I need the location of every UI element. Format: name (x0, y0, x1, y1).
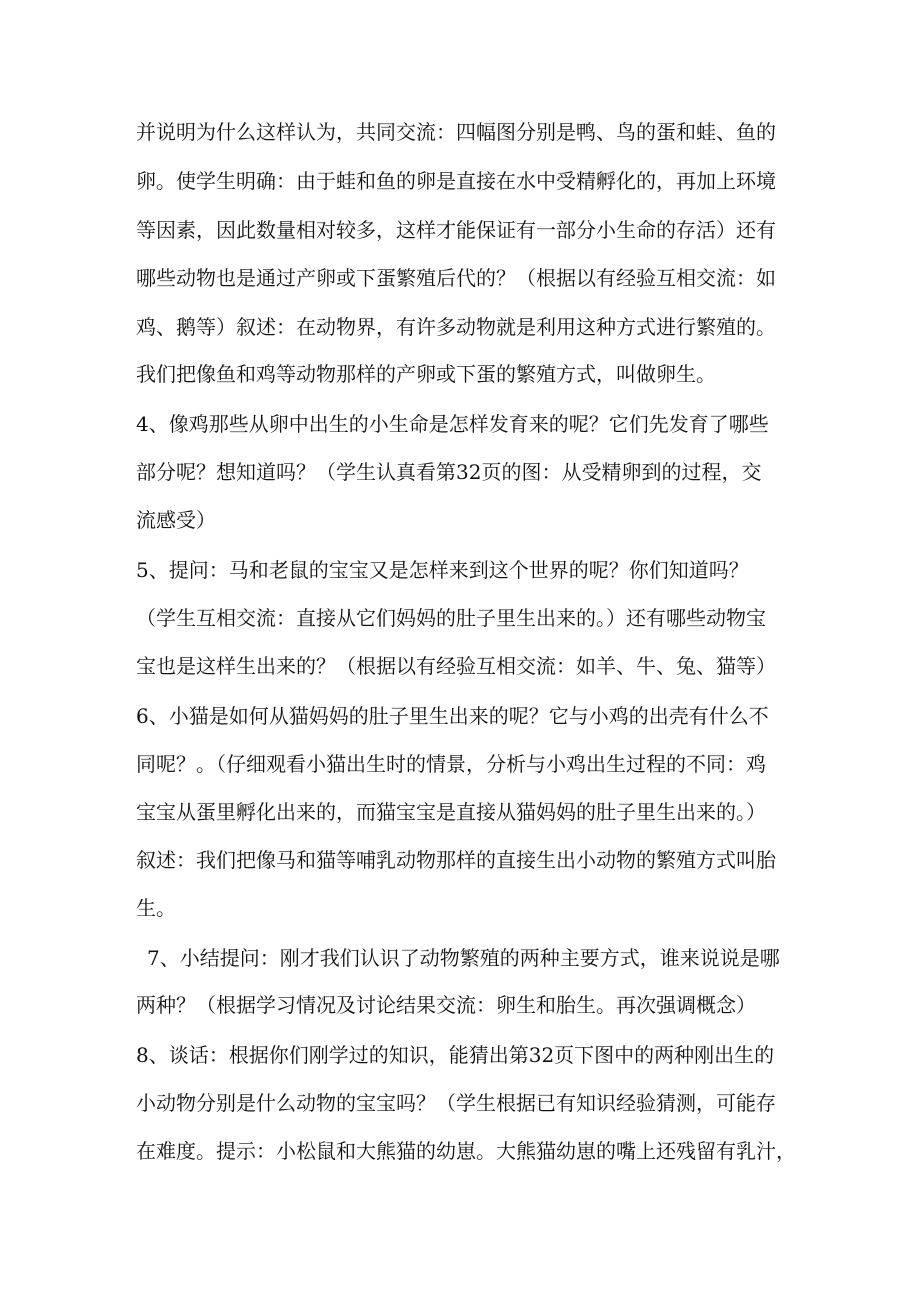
text-line: 流感受） (136, 508, 216, 532)
text-line: 在难度。提示：小松鼠和大熊猫的幼崽。大熊猫幼崽的嘴上还残留有乳汁， (136, 1139, 796, 1163)
text-line: 5、提问：马和老鼠的宝宝又是怎样来到这个世界的呢？你们知道吗？ (136, 558, 749, 582)
text-line: 并说明为什么这样认为，共同交流：四幅图分别是鸭、鸟的蛋和蛙、鱼的 (136, 120, 776, 144)
text-line: 6、小猫是如何从猫妈妈的肚子里生出来的呢？它与小鸡的出壳有什么不 (136, 704, 769, 728)
text-line: 鸡、鹅等）叙述：在动物界，有许多动物就是利用这种方式进行繁殖的。 (136, 315, 776, 339)
text-line: 卵。使学生明确：由于蛙和鱼的卵是直接在水中受精孵化的，再加上环境 (136, 169, 776, 193)
text-line: 同呢？。（仔细观看小猫出生时的情景，分析与小鸡出生过程的不同：鸡 (136, 752, 766, 776)
text-line: 7、小结提问：刚才我们认识了动物繁殖的两种主要方式，谁来说说是哪 (147, 946, 780, 970)
text-line: 4、像鸡那些从卵中出生的小生命是怎样发育来的呢？它们先发育了哪些 (136, 412, 769, 436)
text-line: 叙述：我们把像马和猫等哺乳动物那样的直接生出小动物的繁殖方式叫胎 (136, 848, 776, 872)
text-line: （学生互相交流：直接从它们妈妈的肚子里生出来的。）还有哪些动物宝 (136, 606, 766, 630)
text-line: 小动物分别是什么动物的宝宝吗？（学生根据已有知识经验猜测，可能存 (136, 1091, 776, 1115)
text-line: 我们把像鱼和鸡等动物那样的产卵或下蛋的繁殖方式，叫做卵生。 (136, 362, 716, 386)
text-line: 两种？（根据学习情况及讨论结果交流：卵生和胎生。再次强调概念） (136, 993, 756, 1017)
text-line: 生。 (136, 896, 176, 920)
text-line: 部分呢？想知道吗？（学生认真看第32页的图：从受精卵到的过程，交 (136, 460, 762, 484)
text-line: 哪些动物也是通过产卵或下蛋繁殖后代的？（根据以有经验互相交流：如 (136, 266, 776, 290)
text-line: 宝宝从蛋里孵化出来的，而猫宝宝是直接从猫妈妈的肚子里生出来的。） (136, 800, 766, 824)
text-line: 8、谈话：根据你们刚学过的知识，能猜出第32页下图中的两种刚出生的 (136, 1043, 775, 1067)
text-line: 宝也是这样生出来的？（根据以有经验互相交流：如羊、牛、兔、猫等） (136, 654, 776, 678)
text-line: 等因素，因此数量相对较多，这样才能保证有一部分小生命的存活）还有 (136, 218, 776, 242)
